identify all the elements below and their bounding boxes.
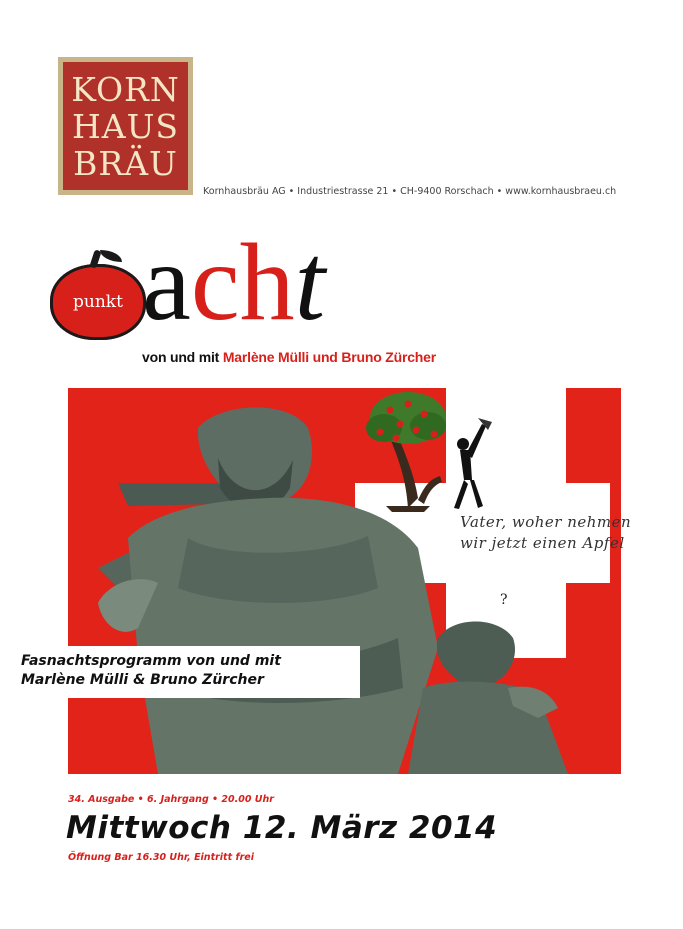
logo-line-3: BRÄU — [73, 143, 178, 183]
band-line-1: Fasnachtsprogramm von und mit — [21, 653, 281, 669]
kornhaus-brau-logo — [58, 57, 193, 195]
apple-tree-icon — [366, 392, 446, 512]
subtitle-names: Marlène Mülli und Bruno Zürcher — [222, 349, 436, 365]
title-part-a: a — [142, 221, 191, 343]
band-line-2: Marlène Mülli & Bruno Zürcher — [21, 672, 264, 688]
image-caption — [460, 512, 631, 554]
title-part-ch: ch — [190, 221, 295, 343]
tell-statue-illustration — [68, 388, 621, 774]
logo-line-1: KORN — [71, 69, 180, 109]
title-part-t: t — [294, 221, 326, 343]
apple-word: punkt — [73, 292, 123, 312]
event-date: Mittwoch 12. März 2014 — [66, 810, 498, 846]
title-word — [142, 222, 325, 342]
apple-leaf — [100, 250, 122, 262]
subtitle — [142, 349, 436, 365]
edition-info: 34. Ausgabe • 6. Jahrgang • 20.00 Uhr — [68, 794, 274, 805]
apple-icon — [50, 264, 146, 340]
swiss-flag-background — [68, 388, 621, 774]
subtitle-prefix: von und mit — [142, 349, 223, 365]
question-mark: ? — [500, 592, 508, 608]
caption-line-1: Vater, woher nehmen — [460, 513, 632, 531]
wilhelm-tell-figure — [98, 407, 438, 774]
opening-info: Öffnung Bar 16.30 Uhr, Eintritt frei — [68, 852, 254, 863]
program-band — [15, 646, 360, 698]
woodcutter-icon — [454, 418, 492, 509]
company-address: Kornhausbräu AG • Industriestrasse 21 • CH-9400 Rorschach • www.kornhausbraeu.ch — [203, 186, 617, 197]
logo-line-2: HAUS — [71, 106, 180, 146]
caption-line-2: wir jetzt einen Apfel — [460, 534, 625, 552]
